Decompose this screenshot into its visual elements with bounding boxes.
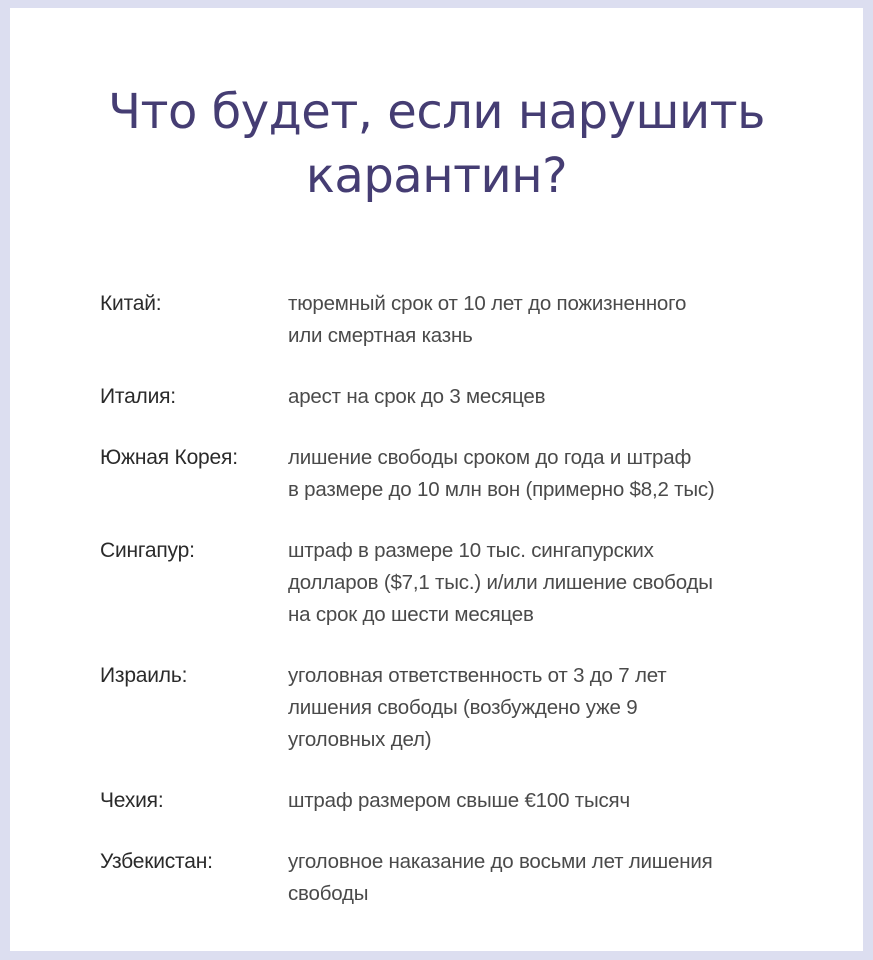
penalty-line: арест на срок до 3 месяцев bbox=[288, 385, 546, 408]
page-title bbox=[10, 80, 863, 208]
country-name: Израиль: bbox=[100, 664, 188, 687]
country-name: Италия: bbox=[100, 385, 176, 408]
penalty-text bbox=[288, 660, 820, 756]
list-item bbox=[100, 288, 820, 352]
penalty-line: лишение свободы сроком до года и штраф bbox=[288, 446, 692, 469]
country-name: Чехия: bbox=[100, 789, 164, 812]
penalty-list bbox=[100, 288, 820, 939]
penalty-text bbox=[288, 381, 820, 413]
list-item bbox=[100, 442, 820, 506]
title-line-1: Что будет, если нарушить bbox=[108, 84, 765, 140]
list-item bbox=[100, 785, 820, 817]
penalty-line: уголовная ответственность от 3 до 7 лет bbox=[288, 664, 667, 687]
penalty-line: тюремный срок от 10 лет до пожизненного bbox=[288, 292, 687, 315]
penalty-line: уголовных дел) bbox=[288, 728, 432, 751]
list-item bbox=[100, 846, 820, 910]
list-item bbox=[100, 535, 820, 631]
document-card bbox=[10, 8, 863, 951]
title-line-2: карантин? bbox=[305, 148, 568, 204]
penalty-text bbox=[288, 846, 820, 910]
penalty-line: на срок до шести месяцев bbox=[288, 603, 534, 626]
penalty-text bbox=[288, 288, 820, 352]
country-name: Южная Корея: bbox=[100, 446, 238, 469]
penalty-text bbox=[288, 442, 820, 506]
list-item bbox=[100, 381, 820, 413]
penalty-line: или смертная казнь bbox=[288, 324, 473, 347]
country-name: Китай: bbox=[100, 292, 162, 315]
penalty-line: штраф размером свыше €100 тысяч bbox=[288, 789, 630, 812]
penalty-line: свободы bbox=[288, 882, 369, 905]
penalty-line: долларов ($7,1 тыс.) и/или лишение свободы bbox=[288, 571, 713, 594]
penalty-text bbox=[288, 535, 820, 631]
penalty-line: лишения свободы (возбуждено уже 9 bbox=[288, 696, 638, 719]
list-item bbox=[100, 660, 820, 756]
country-name: Сингапур: bbox=[100, 539, 195, 562]
penalty-line: уголовное наказание до восьми лет лишения bbox=[288, 850, 713, 873]
penalty-text bbox=[288, 785, 820, 817]
penalty-line: штраф в размере 10 тыс. сингапурских bbox=[288, 539, 654, 562]
penalty-line: в размере до 10 млн вон (примерно $8,2 тыс) bbox=[288, 478, 715, 501]
country-name: Узбекистан: bbox=[100, 850, 213, 873]
